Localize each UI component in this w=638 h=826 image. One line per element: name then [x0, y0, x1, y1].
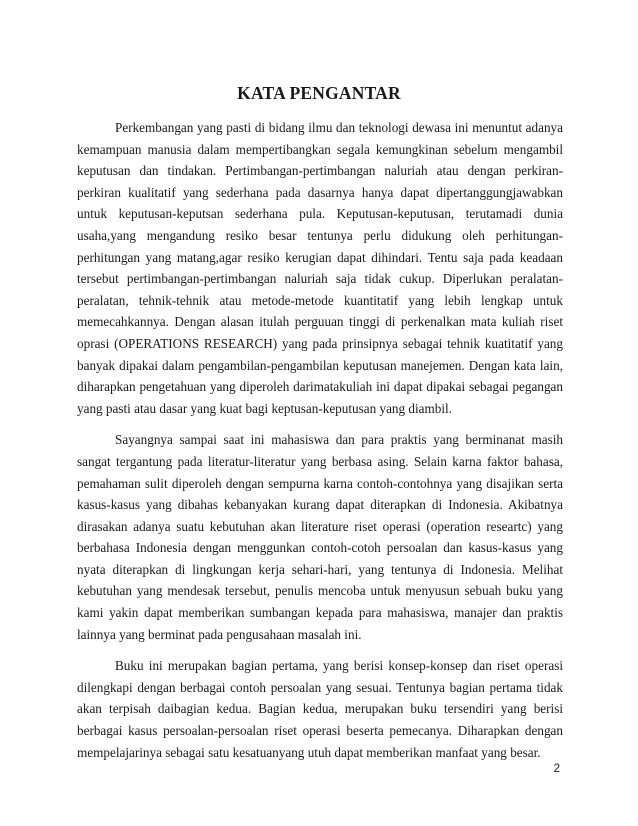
- page-number: 2: [553, 763, 560, 775]
- page-title: KATA PENGANTAR: [237, 83, 401, 103]
- paragraph-2: Sayangnya sampai saat ini mahasiswa dan para praktis yang berminanat masih sangat tergantung pada literatur-literatur yang berbasa asing. Selain karna faktor bahasa, pemahaman sulit diperoleh dengan sempurna karna contoh-contohnya yang disajikan serta kasus-kasus yang dibahas kebanyakan kurang dapat diterapkan di Indonesia. Akibatnya dirasakan adanya suatu kebutuhan akan literature riset operasi (operation researtc) yang berbahasa Indonesia dengan menggunkan contoh-cotoh persoalan dan kasus-kasus yang nyata diterapkan di lingkungan kerja sehari-hari, yang tentunya di Indonesia. Melihat kebutuhan yang mendesak tersebut, penulis mencoba untuk menyusun sebuah buku yang kami yakin dapat memberikan sumbangan kepada para mahasiswa, manajer dan praktis lainnya yang berminat pada pengusahaan masalah ini.: [77, 432, 563, 642]
- paragraph-1: Perkembangan yang pasti di bidang ilmu dan teknologi dewasa ini menuntut adanya kemampuan manusia dalam mempertibangkan segala kemungkinan sebelum mengambil keputusan dan tindakan. Pertimbangan-pertimbangan naluriah atau dengan perkiran-perkiran kualitatif yang sederhana pada dasarnya hanya dapat dipertanggungjawabkan untuk keputusan-keputsan sederhana pula. Keputusan-keputusan, terutamadi dunia usaha,yang mengandung resiko besar tentunya perlu didukung oleh perhitungan-perhitungan yang matang,agar resiko kerugian dapat dihindari. Tentu saja pada keadaan tersebut pertimbangan-pertimbangan naluriah saja tidak cukup. Diperlukan peralatan-peralatan, tehnik-tehnik atau metode-metode kuantitatif yang lebih lengkap untuk memecahkannya. Dengan alasan itulah perguuan tinggi di perkenalkan mata kuliah riset oprasi (OPERATIONS RESEARCH) yang pada prinsipnya sebagai tehnik kuatitatif yang banyak dipakai dalam pengambilan-pengambilan keputusan manejemen. Dengan kata lain, diharapkan pengetahuan yang diperoleh darimatakuliah ini dapat dipakai sebagai pegangan yang pasti atau dasar yang kuat bagi keptusan-keputusan yang diambil.: [77, 120, 563, 416]
- body-text: [77, 117, 563, 773]
- paragraph-3: Buku ini merupakan bagian pertama, yang berisi konsep-konsep dan riset operasi dilengkapi dengan berbagai contoh persoalan yang sesuai. Tentunya bagian pertama tidak akan terpisah daibagian kedua. Bagian kedua, merupakan buku tersendiri yang berisi berbagai kasus persoalan-persoalan riset operasi beserta pemecanya. Diharapkan dengan mempelajarinya sebagai satu kesatuanyang utuh dapat memberikan manfaat yang besar.: [77, 658, 563, 760]
